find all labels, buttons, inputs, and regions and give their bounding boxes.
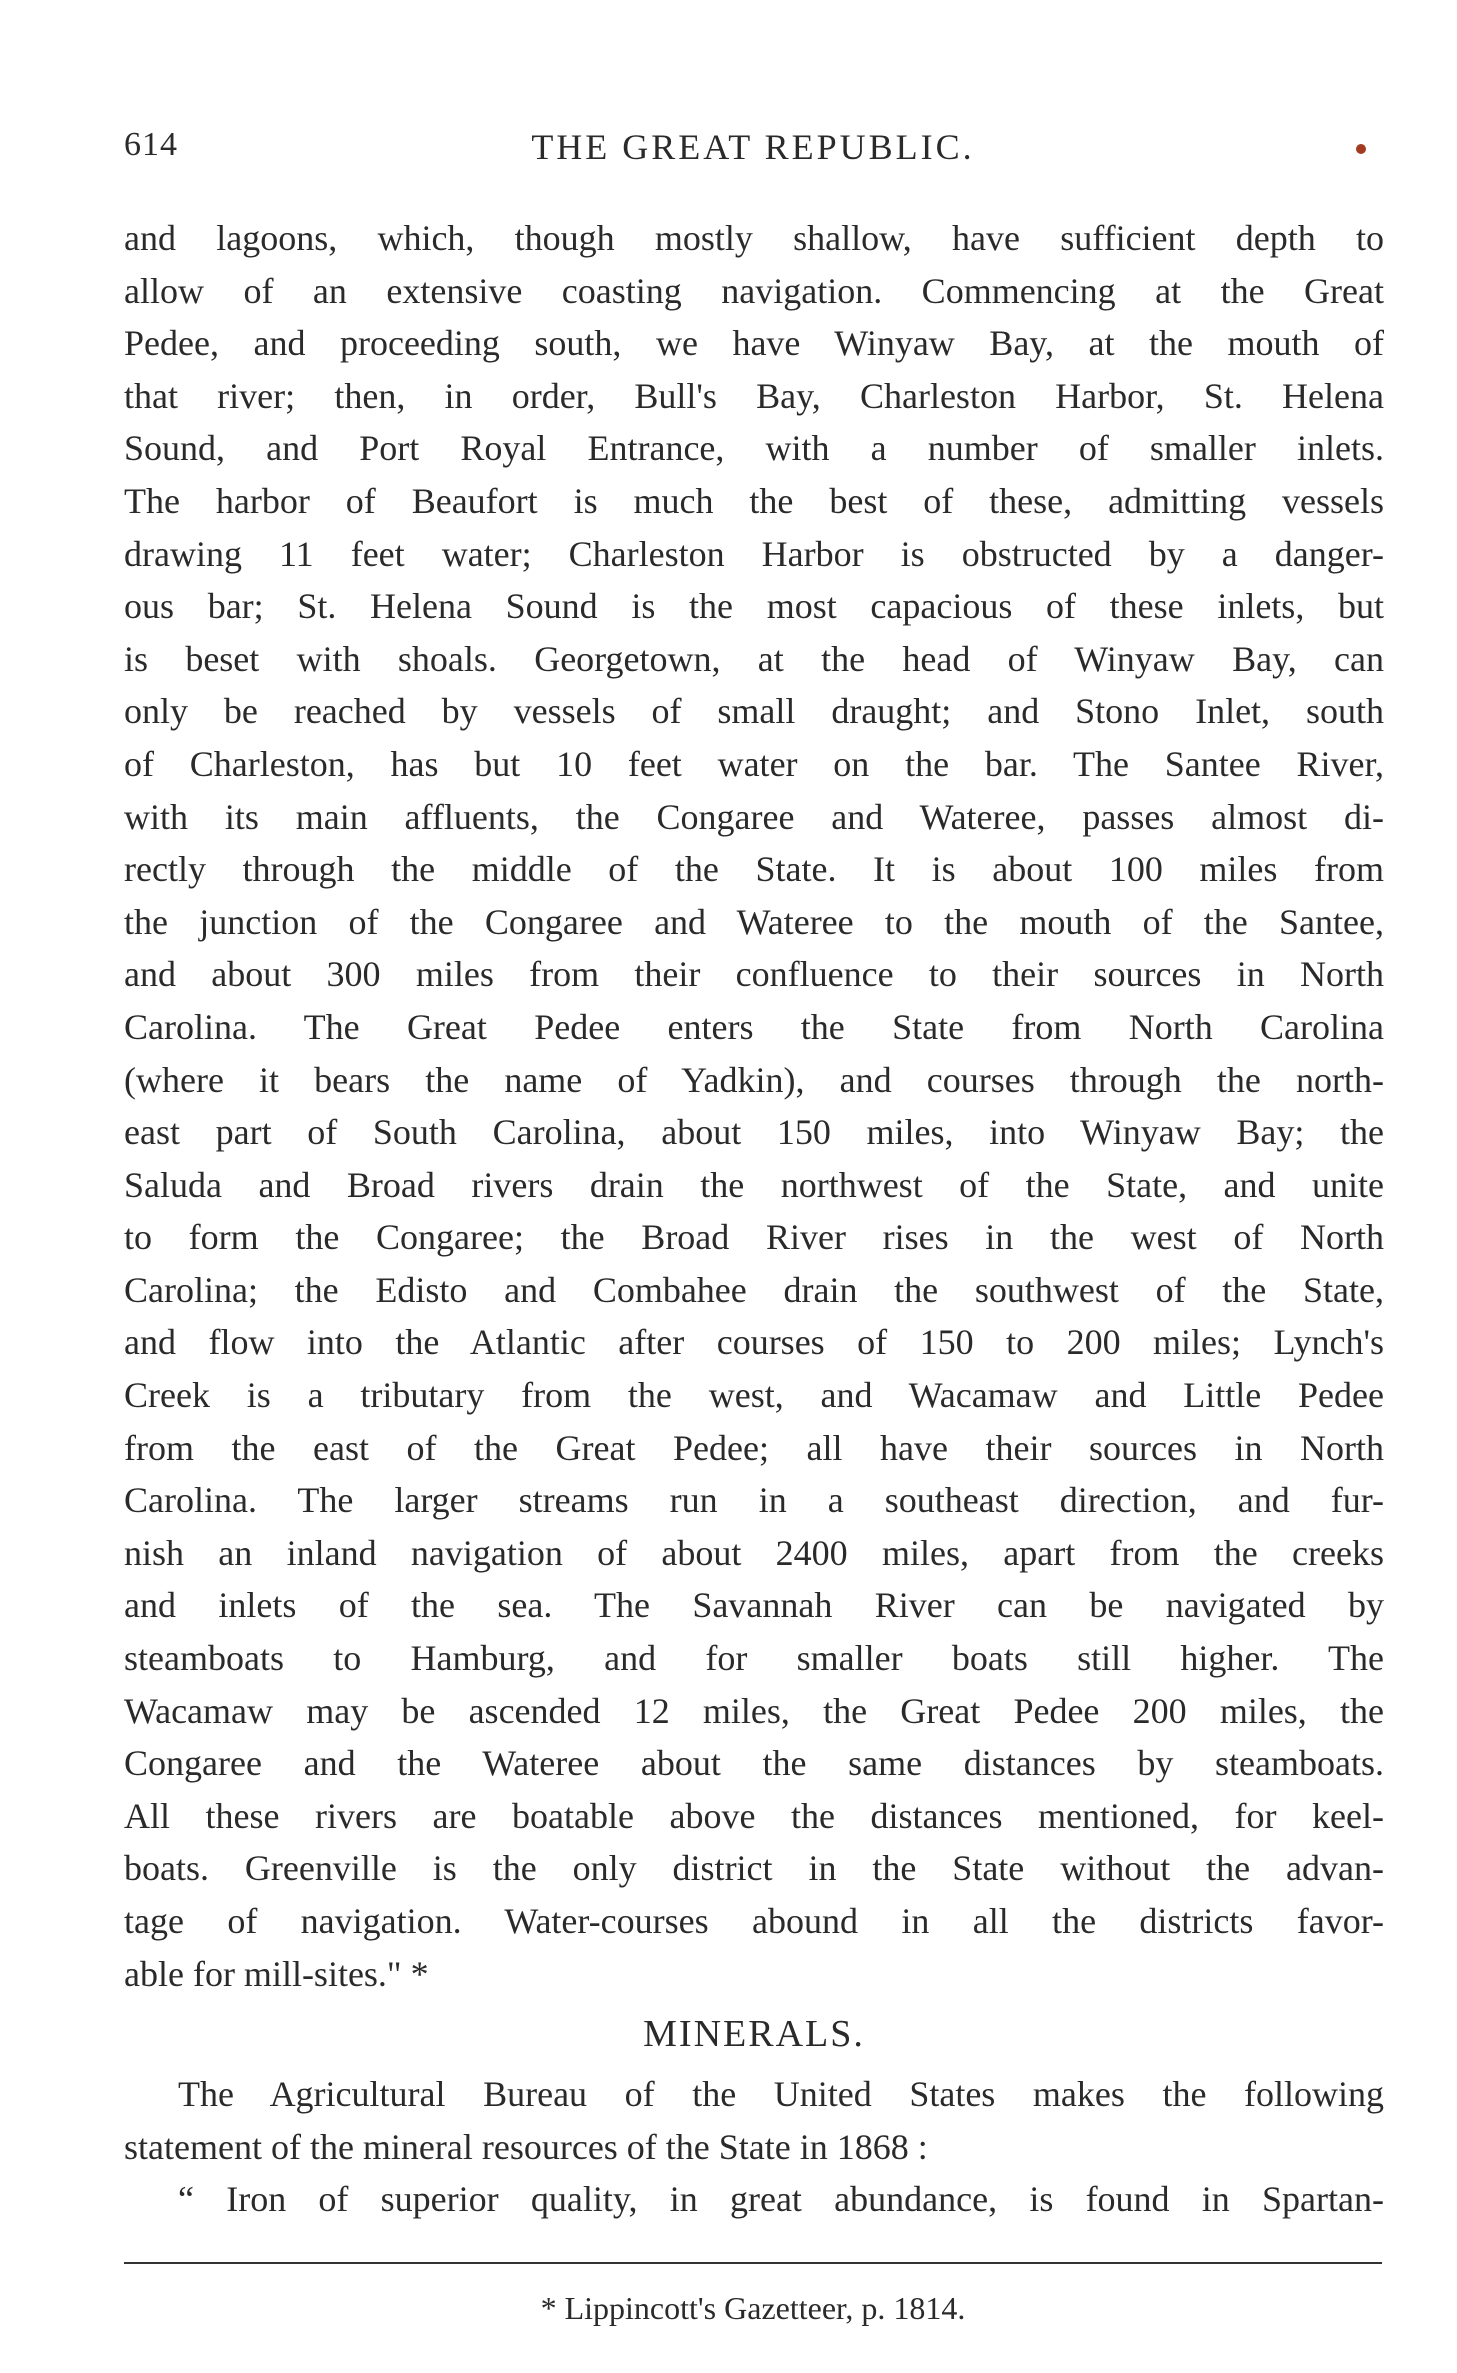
text-line: statement of the mineral resources of the State in 1868 : [124, 2126, 928, 2167]
text-line: Wacamaw may be ascended 12 miles, the Great Pedee 200 miles, the [124, 1690, 1384, 1731]
text-line: boats. Greenville is the only district in the State without the advan- [124, 1848, 1384, 1889]
text-line: Creek is a tributary from the west, and Wacamaw and Little Pedee [124, 1375, 1384, 1416]
text-line: steamboats to Hamburg, and for smaller boats still higher. The [124, 1638, 1384, 1679]
text-line: Carolina. The Great Pedee enters the State from North Carolina [124, 1006, 1384, 1047]
text-line: Carolina; the Edisto and Combahee drain the southwest of the State, [124, 1269, 1384, 1310]
text-line: allow of an extensive coasting navigation. Commencing at the Great [124, 270, 1384, 311]
text-line: with its main affluents, the Congaree and Wateree, passes almost di- [124, 796, 1384, 837]
text-line: Carolina. The larger streams run in a southeast direction, and fur- [124, 1480, 1384, 1521]
text-line: Saluda and Broad rivers drain the northwest of the State, and unite [124, 1164, 1384, 1205]
text-line: from the east of the Great Pedee; all have their sources in North [124, 1427, 1384, 1468]
text-line: only be reached by vessels of small draught; and Stono Inlet, south [124, 691, 1384, 732]
text-line: Pedee, and proceeding south, we have Winyaw Bay, at the mouth of [124, 323, 1384, 364]
text-line: Sound, and Port Royal Entrance, with a number of smaller inlets. [124, 428, 1384, 469]
text-line: All these rivers are boatable above the distances mentioned, for keel- [124, 1795, 1384, 1836]
text-line: and inlets of the sea. The Savannah River can be navigated by [124, 1585, 1384, 1626]
text-line: Congaree and the Wateree about the same distances by steamboats. [124, 1743, 1384, 1784]
running-head [124, 126, 1382, 176]
text-line: and lagoons, which, though mostly shallow, have sufficient depth to [124, 218, 1384, 258]
ink-dot-ornament [1356, 144, 1366, 154]
footnote-divider [124, 2262, 1382, 2264]
text-line: east part of South Carolina, about 150 miles, into Winyaw Bay; the [124, 1112, 1384, 1153]
text-line: “ Iron of superior quality, in great abundance, is found in Spartan- [178, 2179, 1384, 2220]
text-line: and flow into the Atlantic after courses of 150 to 200 miles; Lynch's [124, 1322, 1384, 1363]
text-line: tage of navigation. Water-courses abound in all the districts favor- [124, 1901, 1384, 1941]
text-line: and about 300 miles from their confluence to their sources in North [124, 954, 1384, 995]
text-line: to form the Congaree; the Broad River rises in the west of North [124, 1217, 1384, 1258]
text-line: rectly through the middle of the State. It is about 100 miles from [124, 849, 1384, 890]
text-line: that river; then, in order, Bull's Bay, Charleston Harbor, St. Helena [124, 375, 1384, 416]
section-heading: MINERALS. [643, 2013, 865, 2056]
text-line: of Charleston, has but 10 feet water on the bar. The Santee River, [124, 743, 1384, 784]
page-number: 614 [124, 126, 178, 163]
body-text [124, 212, 1384, 2226]
text-line: The Agricultural Bureau of the United States makes the following [178, 2074, 1384, 2115]
running-title: THE GREAT REPUBLIC. [531, 127, 975, 167]
text-line: ous bar; St. Helena Sound is the most capacious of these inlets, but [124, 586, 1384, 627]
text-line: (where it bears the name of Yadkin), and courses through the north- [124, 1059, 1384, 1100]
text-line: drawing 11 feet water; Charleston Harbor is obstructed by a danger- [124, 533, 1384, 574]
text-line: the junction of the Congaree and Wateree to the mouth of the Santee, [124, 901, 1384, 942]
text-line: nish an inland navigation of about 2400 miles, apart from the creeks [124, 1532, 1384, 1573]
footnote: * Lippincott's Gazetteer, p. 1814. [540, 2290, 966, 2326]
text-line: is beset with shoals. Georgetown, at the head of Winyaw Bay, can [124, 638, 1384, 679]
text-line: The harbor of Beaufort is much the best of these, admitting vessels [124, 480, 1384, 521]
text-line: able for mill-sites." * [124, 1953, 429, 1994]
